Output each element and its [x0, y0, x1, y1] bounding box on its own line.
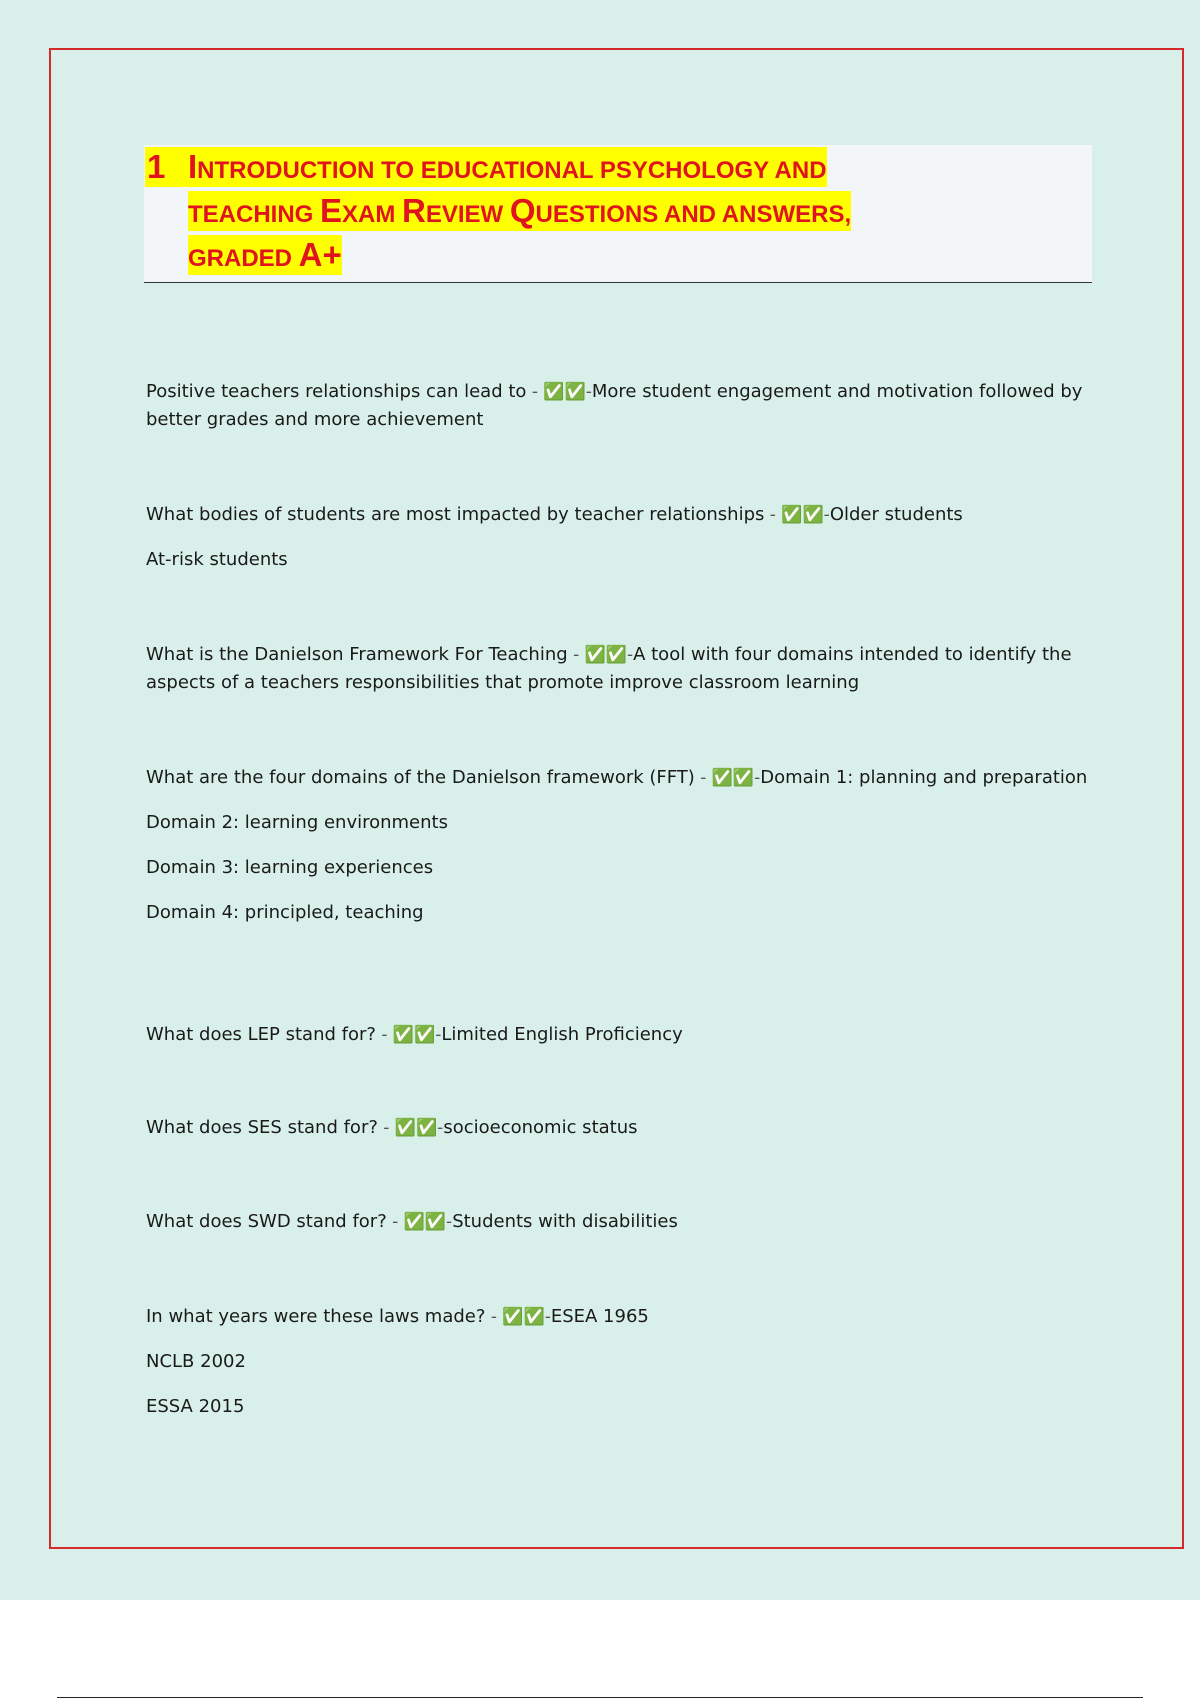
question: Positive teachers relationships can lead to	[146, 381, 527, 402]
answer-continuation: At-risk students	[146, 549, 288, 570]
question: What bodies of students are most impacted by teacher relationships	[146, 504, 765, 525]
question: What does LEP stand for?	[146, 1024, 376, 1045]
checkmark-icon: - ✅✅-	[386, 1212, 453, 1232]
checkmark-icon: - ✅✅-	[377, 1118, 444, 1138]
title-segment: E	[320, 192, 343, 229]
checkmark-icon: - ✅✅-	[694, 768, 761, 788]
qa-item	[146, 1208, 1096, 1236]
question: What does SES stand for?	[146, 1117, 378, 1138]
question: What is the Danielson Framework For Teaching	[146, 644, 568, 665]
title-segment: TEACHING	[188, 201, 320, 228]
qa-item	[146, 1021, 1096, 1049]
question: What are the four domains of the Danielson framework (FFT)	[146, 767, 695, 788]
answer-continuation: Domain 2: learning environments	[146, 812, 448, 833]
qa-item	[146, 641, 1096, 697]
footer-rule	[57, 1697, 1143, 1698]
title-segment: Q	[509, 192, 536, 229]
answer: Limited English Proficiency	[441, 1024, 683, 1045]
answer: ESEA 1965	[550, 1306, 649, 1327]
qa-item	[146, 1303, 1096, 1421]
title-segment: XAM	[342, 201, 403, 228]
document-title	[144, 145, 1092, 283]
title-segment: EVIEW	[425, 201, 510, 228]
answer: More student engagement and motivation followed by better grades and more achievement	[146, 381, 1083, 430]
title-segment: A+	[298, 236, 342, 273]
title-segment: GRADED	[188, 245, 299, 272]
checkmark-icon: - ✅✅-	[485, 1307, 551, 1327]
checkmark-icon: - ✅✅-	[764, 505, 830, 525]
answer-continuation: ESSA 2015	[146, 1396, 245, 1417]
title-segment: R	[402, 192, 426, 229]
answer-continuation: Domain 3: learning experiences	[146, 857, 434, 878]
title-number: 1	[145, 147, 189, 187]
qa-item	[146, 1114, 1096, 1142]
checkmark-icon: - ✅✅-	[567, 645, 634, 665]
checkmark-icon: - ✅✅-	[375, 1025, 442, 1045]
title-segment: UESTIONS AND ANSWERS,	[535, 201, 852, 228]
title-line	[188, 147, 827, 187]
answer: socioeconomic status	[443, 1117, 638, 1138]
answer-continuation: NCLB 2002	[146, 1351, 246, 1372]
title-segment: I	[188, 148, 198, 185]
title-segment: NTRODUCTION TO EDUCATIONAL PSYCHOLOGY AND	[197, 157, 827, 184]
answer: A tool with four domains intended to identify the aspects of a teachers responsibilities that promote improve classroom learning	[146, 644, 1072, 693]
question: What does SWD stand for?	[146, 1211, 387, 1232]
answer-continuation: Domain 4: principled, teaching	[146, 902, 424, 923]
answer: Older students	[829, 504, 963, 525]
qa-item	[146, 764, 1096, 927]
answer: Students with disabilities	[452, 1211, 678, 1232]
question: In what years were these laws made?	[146, 1306, 486, 1327]
qa-item	[146, 501, 1096, 574]
answer: Domain 1: planning and preparation	[760, 767, 1088, 788]
checkmark-icon: - ✅✅-	[526, 382, 592, 402]
title-text	[188, 147, 851, 279]
title-line	[188, 191, 851, 231]
qa-item	[146, 378, 1096, 434]
title-line	[188, 235, 342, 275]
